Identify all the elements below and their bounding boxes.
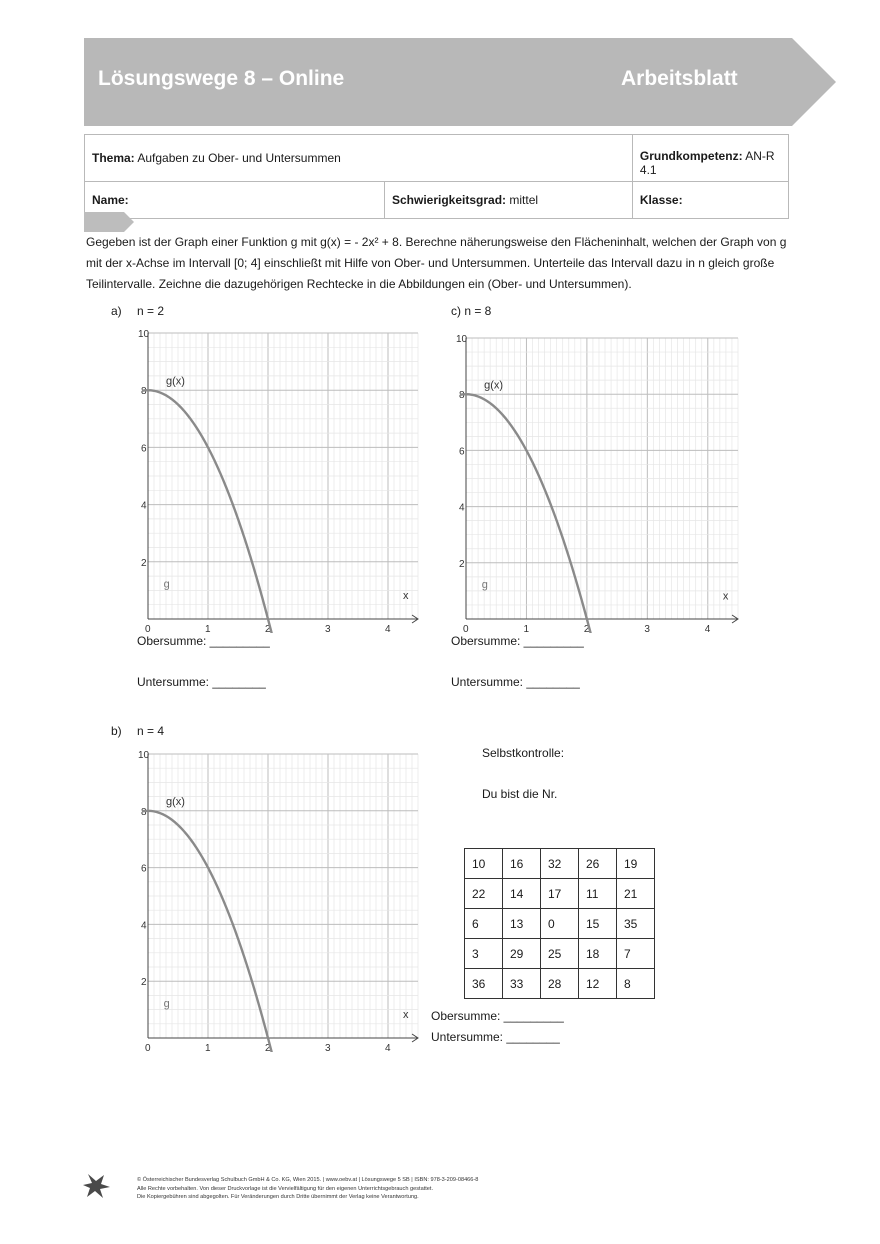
schwierigkeit-value: mittel xyxy=(509,193,539,207)
part-b-n: n = 4 xyxy=(137,724,165,738)
selbstkontrolle-title: Selbstkontrolle: xyxy=(482,746,565,760)
y-axis-label: g(x) xyxy=(166,375,185,388)
y-tick-label: 10 xyxy=(456,334,468,345)
x-tick-label: 4 xyxy=(385,1043,391,1052)
y-tick-label: 2 xyxy=(141,977,147,989)
table-cell: 33 xyxy=(503,969,541,999)
x-tick-label: 2 xyxy=(583,624,590,633)
klasse-cell xyxy=(632,182,788,219)
part-c-untersumme[interactable]: Untersumme: ________ xyxy=(451,675,580,689)
curve-label: g xyxy=(163,578,170,591)
table-cell: 32 xyxy=(541,849,579,879)
table-cell: 21 xyxy=(617,879,655,909)
header-banner xyxy=(84,38,836,126)
table-row xyxy=(465,969,655,999)
kompetenz-cell xyxy=(632,135,788,182)
graph-b[interactable] xyxy=(136,744,422,1052)
x-axis-label: x xyxy=(403,1009,409,1022)
table-cell: 29 xyxy=(503,939,541,969)
y-tick-label: 6 xyxy=(141,443,147,455)
x-tick-label: 2 xyxy=(265,1043,271,1052)
table-cell: 36 xyxy=(465,969,503,999)
table-cell: 14 xyxy=(503,879,541,909)
x-axis-label: x xyxy=(722,590,729,603)
publisher-logo-icon xyxy=(82,1172,112,1200)
y-tick-label: 6 xyxy=(141,863,147,875)
table-cell: 10 xyxy=(465,849,503,879)
thema-label: Thema: xyxy=(92,151,135,165)
selbstkontrolle-table xyxy=(464,848,655,999)
y-tick-label: 8 xyxy=(141,806,147,818)
x-tick-label: 3 xyxy=(325,624,331,633)
table-cell: 26 xyxy=(579,849,617,879)
curve-label: g xyxy=(163,997,170,1010)
part-a-letter: a) xyxy=(111,304,122,318)
part-c-obersumme[interactable]: Obersumme: _________ xyxy=(451,634,584,648)
y-tick-label: 4 xyxy=(141,920,147,932)
table-row xyxy=(465,879,655,909)
task-text: Gegeben ist der Graph einer Funktion g mit g(x) = - 2x² + 8. Berechne näherungsweise den Flächeninhalt, welchen der Graph von g mit der x-Achse im Intervall [0; 4] einschließt mit Hilfe von Ober- und Untersummen. Unterteile das Intervall dazu in n gleich große Teilintervalle. Zeichne die dazugehörigen Rechtecke in die Abbildungen ein (Ober- und Untersummen). xyxy=(86,235,787,291)
table-cell: 28 xyxy=(541,969,579,999)
table-cell: 7 xyxy=(617,939,655,969)
section-arrow xyxy=(84,212,136,232)
x-tick-label: 2 xyxy=(265,624,271,633)
table-cell: 6 xyxy=(465,909,503,939)
kompetenz-value: AN-R 4.1 xyxy=(639,149,775,177)
x-tick-label: 1 xyxy=(523,624,530,633)
x-tick-label: 0 xyxy=(145,624,151,633)
thema-cell xyxy=(85,135,633,182)
part-a-untersumme[interactable]: Untersumme: ________ xyxy=(137,675,266,689)
table-cell: 0 xyxy=(541,909,579,939)
graph-a[interactable] xyxy=(136,323,422,633)
x-tick-label: 0 xyxy=(145,1043,151,1052)
kompetenz-label: Grundkompetenz: xyxy=(639,149,743,163)
table-cell: 15 xyxy=(579,909,617,939)
table-cell: 17 xyxy=(541,879,579,909)
table-cell: 22 xyxy=(465,879,503,909)
worksheet-type: Arbeitsblatt xyxy=(621,67,738,90)
y-tick-label: 10 xyxy=(138,750,150,761)
table-cell: 13 xyxy=(503,909,541,939)
table-cell: 11 xyxy=(579,879,617,909)
part-b-letter: b) xyxy=(111,724,122,738)
table-cell: 35 xyxy=(617,909,655,939)
y-axis-label: g(x) xyxy=(166,796,185,809)
footer-text xyxy=(137,1176,757,1202)
selbstkontrolle-subtitle: Du bist die Nr. xyxy=(482,787,558,801)
table-cell: 19 xyxy=(617,849,655,879)
table-row xyxy=(465,909,655,939)
part-a-obersumme[interactable]: Obersumme: _________ xyxy=(137,634,270,648)
footer-line-2: Alle Rechte vorbehalten. Von dieser Druckvorlage ist die Vervielfältigung für den eigenen Unterrichtsgebrauch gestattet. xyxy=(137,1185,434,1192)
x-tick-label: 4 xyxy=(385,624,391,633)
x-tick-label: 3 xyxy=(325,1043,331,1052)
schwierigkeit-cell xyxy=(385,182,633,219)
x-tick-label: 1 xyxy=(205,1043,211,1052)
footer-line-1: © Österreichischer Bundesverlag Schulbuch GmbH & Co. KG, Wien 2015. | www.oebv.at | Lösungswege 5 SB | ISBN: 978-3-209-08466-8 xyxy=(137,1177,479,1183)
x-tick-label: 3 xyxy=(644,624,650,633)
graph-c[interactable] xyxy=(454,328,742,633)
table-cell: 8 xyxy=(617,969,655,999)
table-row xyxy=(465,939,655,969)
part-b-untersumme[interactable]: Untersumme: ________ xyxy=(431,1030,560,1044)
table-cell: 18 xyxy=(579,939,617,969)
x-tick-label: 1 xyxy=(205,624,211,633)
schwierigkeit-label: Schwierigkeitsgrad: xyxy=(392,193,507,207)
y-tick-label: 4 xyxy=(459,502,465,514)
y-tick-label: 2 xyxy=(459,558,465,570)
y-axis-label: g(x) xyxy=(484,379,504,392)
x-axis-label: x xyxy=(403,589,409,602)
y-tick-label: 4 xyxy=(141,500,147,512)
table-row xyxy=(465,849,655,879)
name-label: Name: xyxy=(92,193,129,207)
worksheet-title: Lösungswege 8 – Online xyxy=(98,67,345,90)
y-tick-label: 2 xyxy=(141,557,147,569)
part-a-n: n = 2 xyxy=(137,304,165,318)
x-tick-label: 0 xyxy=(463,624,469,633)
curve-label: g xyxy=(481,579,488,592)
table-cell: 3 xyxy=(465,939,503,969)
y-tick-label: 8 xyxy=(459,390,465,402)
part-c-label: c) n = 8 xyxy=(451,304,492,318)
footer-line-3: Die Kopiergebühren sind abgegolten. Für Veränderungen durch Dritte übernimmt der Verlag keine Verantwortung. xyxy=(137,1194,419,1201)
table-cell: 16 xyxy=(503,849,541,879)
x-tick-label: 4 xyxy=(704,624,711,633)
klasse-label: Klasse: xyxy=(639,193,683,207)
y-tick-label: 10 xyxy=(138,329,150,340)
part-b-obersumme[interactable]: Obersumme: _________ xyxy=(431,1009,564,1023)
y-tick-label: 6 xyxy=(459,446,465,458)
table-cell: 12 xyxy=(579,969,617,999)
thema-value: Aufgaben zu Ober- und Untersummen xyxy=(137,151,341,165)
y-tick-label: 8 xyxy=(141,386,147,398)
table-cell: 25 xyxy=(541,939,579,969)
info-table xyxy=(84,134,789,219)
